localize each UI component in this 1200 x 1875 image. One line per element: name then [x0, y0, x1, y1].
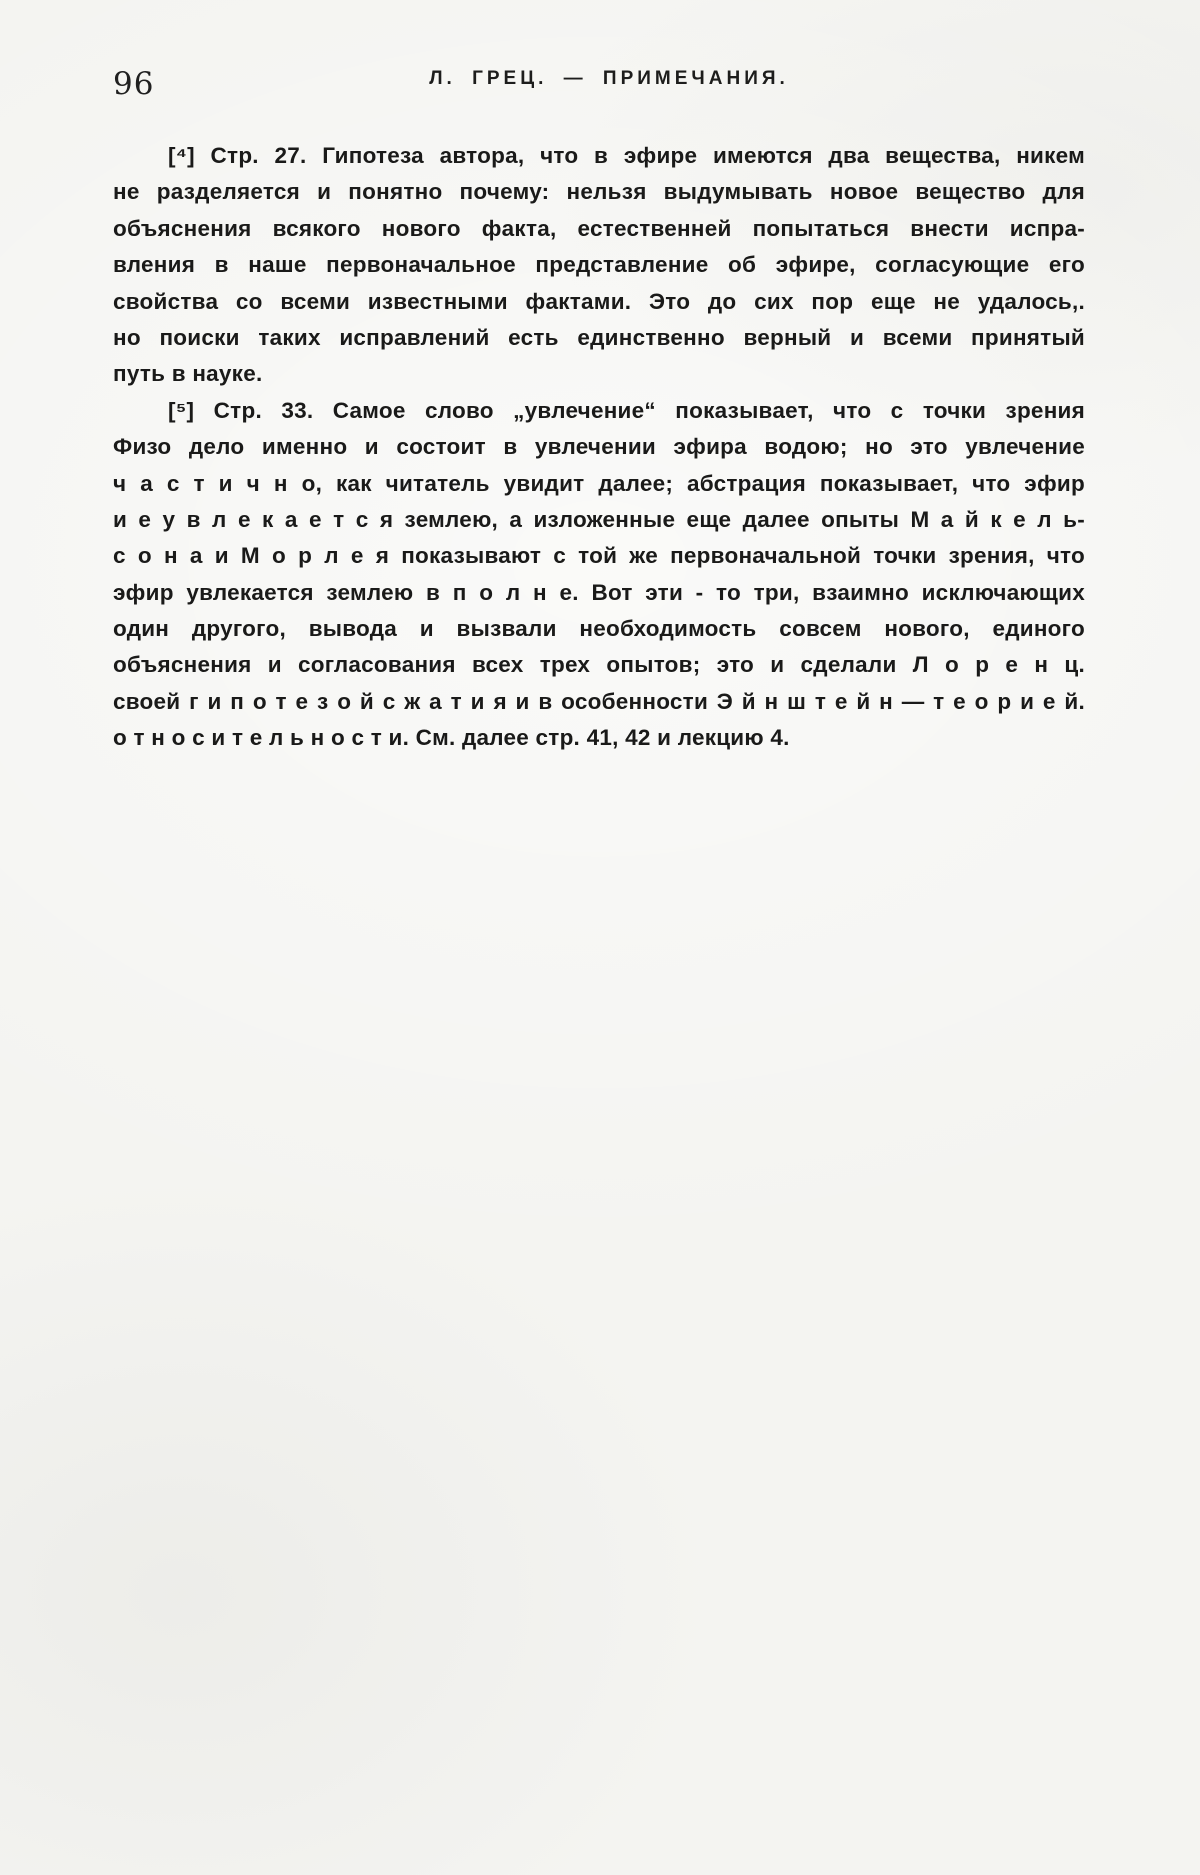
text-line: своей г и п о т е з о й с ж а т и я и в особенности Э й н ш т е й н — т е о р и е й.	[113, 688, 1085, 714]
text-line: вления в наше первоначальное представление об эфире, согласующие его	[113, 252, 1085, 278]
text-line: но поиски таких исправлений есть единственно верный и всеми принятый	[113, 324, 1085, 350]
page-number: 96	[113, 66, 155, 102]
text-line: о т н о с и т е л ь н о с т и. См. далее стр. 41, 42 и лекцию 4.	[113, 725, 790, 751]
text-line: Физо дело именно и состоит в увлечении эфира водою; но это увлечение	[113, 434, 1085, 460]
text-line: один другого, вывода и вызвали необходимость совсем нового, единого	[113, 616, 1085, 642]
text-line: свойства со всеми известными фактами. Это до сих пор еще не удалось,.	[113, 288, 1085, 314]
text-line: [⁴] Стр. 27. Гипотеза автора, что в эфире имеются два вещества, никем	[168, 143, 1085, 168]
text-line: [⁵] Стр. 33. Самое слово „увлечение“ показывает, что с точки зрения	[168, 397, 1085, 423]
running-header: Л. ГРЕЦ. — ПРИМЕЧАНИЯ.	[429, 68, 789, 89]
text-line: и е у в л е к а е т с я землею, а изложенные еще далее опыты М а й к е л ь-	[113, 506, 1085, 532]
text-line: с о н а и М о р л е я показывают с той же первоначальной точки зрения, что	[113, 543, 1085, 569]
text-line: не разделяется и понятно почему: нельзя выдумывать новое вещество для	[113, 179, 1085, 205]
notes-text-block	[113, 138, 1085, 757]
text-line: объяснения всякого нового факта, естественней попытаться внести испра-	[113, 215, 1085, 241]
text-line: эфир увлекается землею в п о л н е. Вот эти - то три, взаимно исключающих	[113, 579, 1085, 605]
text-line: ч а с т и ч н о, как читатель увидит далее; абстрация показывает, что эфир	[113, 470, 1085, 496]
text-line: путь в науке.	[113, 361, 263, 387]
text-line: объяснения и согласования всех трех опытов; это и сделали Л о р е н ц.	[113, 652, 1085, 678]
